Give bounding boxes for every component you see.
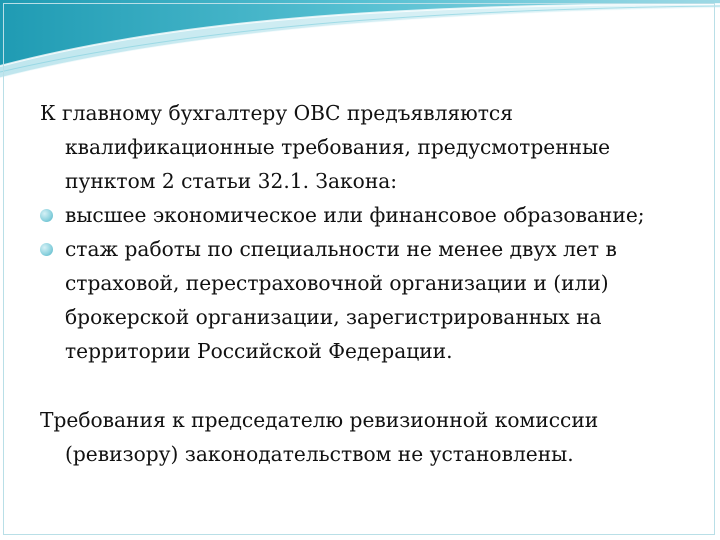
closing-paragraph: Требования к председателю ревизионной комиссии (ревизору) законодательством не установлены. xyxy=(40,408,599,466)
list-item-text: стаж работы по специальности не менее двух лет в страховой, перестраховочной организации и (или) брокерской организации, зарегистрированных на территории Российской Федерации. xyxy=(65,237,617,363)
list-item-text: высшее экономическое или финансовое образование; xyxy=(65,203,645,227)
list-item xyxy=(40,232,690,368)
spacer xyxy=(40,368,690,403)
slide-content xyxy=(40,96,690,471)
bullet-dot-icon xyxy=(40,209,53,222)
list-item xyxy=(40,198,690,232)
bullet-dot-icon xyxy=(40,243,53,256)
intro-paragraph: К главному бухгалтеру ОВС предъявляются квалификационные требования, предусмотренные пунктом 2 статьи 32.1. Закона: xyxy=(40,101,611,193)
